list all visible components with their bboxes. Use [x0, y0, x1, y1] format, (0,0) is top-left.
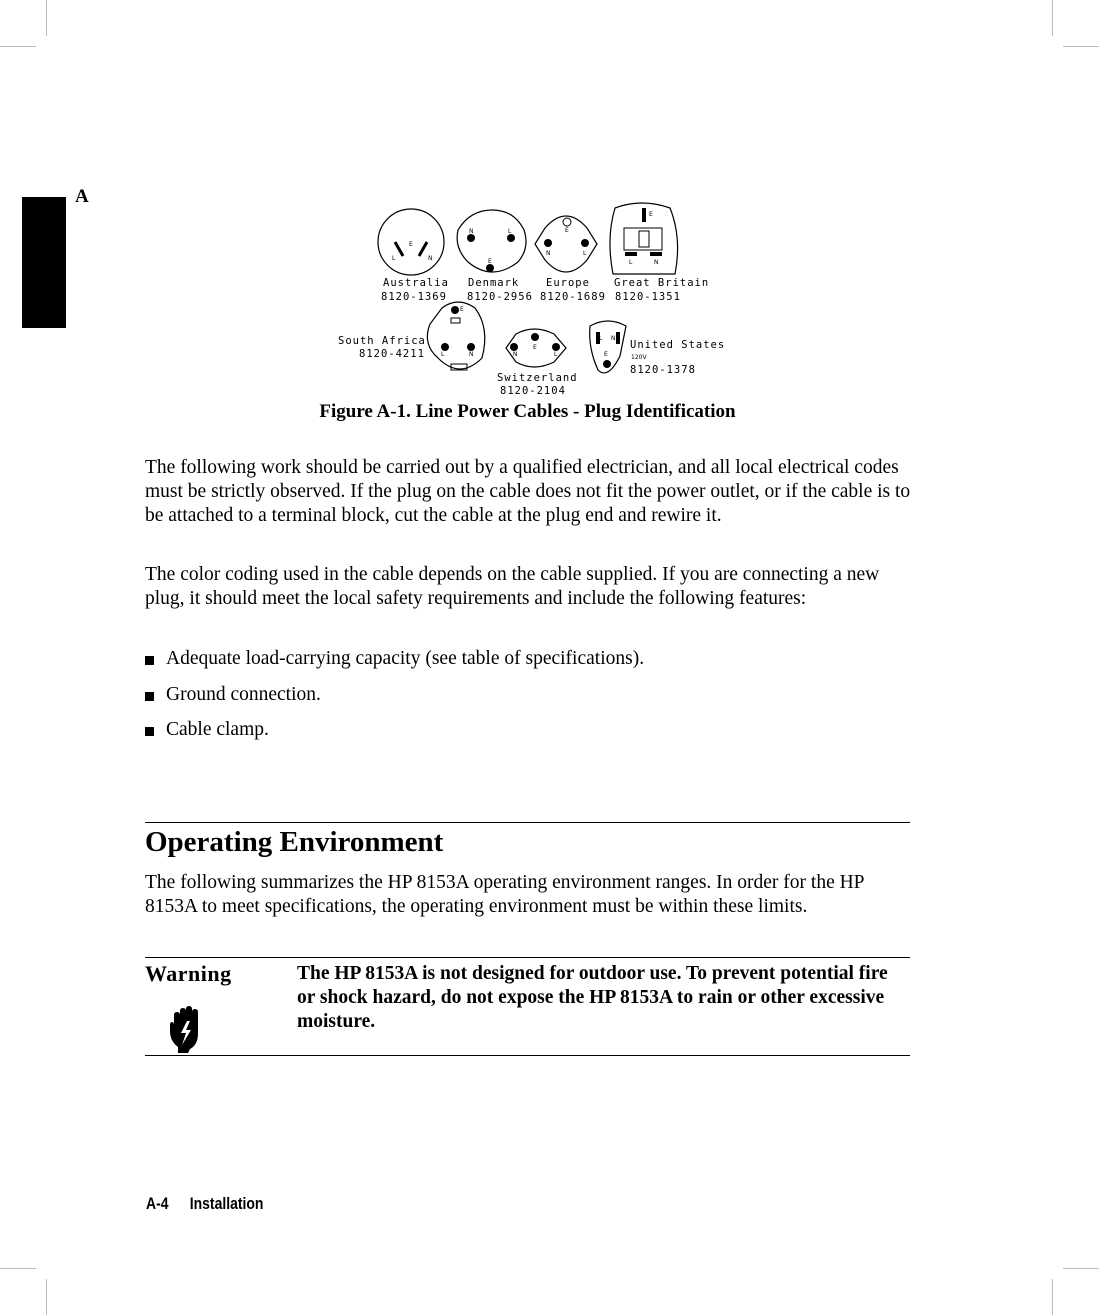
plug-part-number: 8120-2104: [500, 385, 566, 397]
plug-country-label: Switzerland: [497, 372, 578, 384]
plug-country-label: Denmark: [468, 277, 520, 289]
pin-label: E: [409, 241, 413, 248]
plug-south-africa: [427, 302, 484, 370]
pin-label: L: [599, 335, 603, 342]
plug-part-number: 8120-4211: [359, 348, 425, 360]
crop-mark: [46, 1279, 47, 1315]
pin-label: N: [611, 335, 616, 342]
plug-diagram: [330, 198, 730, 403]
pin-label: L: [508, 228, 512, 235]
plug-denmark: [457, 210, 526, 272]
warning-hand-icon: [168, 1003, 204, 1053]
plug-voltage: 120V: [631, 354, 647, 361]
list-item-text: Adequate load-carrying capacity (see table of specifications).: [166, 648, 645, 669]
list-item: [145, 718, 905, 742]
pin-label: E: [604, 351, 608, 358]
crop-mark: [46, 0, 47, 36]
plug-country-label: United States: [630, 339, 726, 351]
plug-country-label: Europe: [546, 277, 590, 289]
pin-label: N: [428, 255, 433, 262]
warning-top-rule: [145, 957, 910, 958]
list-item-text: Cable clamp.: [166, 719, 269, 740]
list-item-text: Ground connection.: [166, 683, 321, 705]
crop-mark: [1063, 46, 1099, 47]
list-item: [145, 647, 905, 671]
chapter-tab-bar: [22, 197, 66, 328]
pin-label: E: [460, 306, 464, 313]
plug-part-number: 8120-1378: [630, 364, 696, 376]
bullet-square-icon: [145, 692, 154, 701]
feature-list: [145, 647, 905, 754]
plug-europe: [535, 216, 597, 272]
footer-section: Installation: [189, 1194, 264, 1213]
pin-label: E: [565, 227, 569, 234]
pin-label: E: [649, 211, 653, 218]
pin-label: N: [546, 250, 551, 257]
paragraph-color-coding: The color coding used in the cable depends on the cable supplied. If you are connecting a new plug, it should meet the local safety requirements and include the following features:: [145, 564, 880, 609]
pin-label: E: [533, 344, 537, 351]
list-item: [145, 683, 905, 707]
pin-label: N: [654, 259, 659, 266]
plug-united-states: [590, 321, 626, 373]
section-title: Operating Environment: [145, 826, 444, 858]
pin-label: E: [488, 258, 492, 265]
plug-country-label: South Africa: [338, 335, 426, 347]
plug-part-number: 8120-1369: [381, 291, 447, 303]
crop-mark: [1052, 0, 1053, 36]
plug-great-britain: [610, 203, 678, 274]
paragraph-electrician: The following work should be carried out by a qualified electrician, and all local electrical codes must be strictly observed. If the plug on the cable does not fit the power outlet, or if the cable is to be attached to a terminal block, cut the cable at the plug end and rewire it.: [145, 457, 911, 526]
plug-figure: [330, 198, 730, 403]
crop-mark: [0, 1268, 36, 1269]
bullet-square-icon: [145, 727, 154, 736]
plug-country-label: Great Britain: [614, 277, 710, 289]
page-number: A-4: [146, 1194, 169, 1213]
figure-caption: Figure A-1. Line Power Cables - Plug Identification: [319, 401, 736, 422]
pin-label: L: [441, 351, 445, 358]
pin-label: L: [392, 255, 396, 262]
pin-label: L: [629, 259, 633, 266]
section-divider: [145, 822, 910, 823]
bullet-square-icon: [145, 656, 154, 665]
pin-label: N: [469, 351, 474, 358]
pin-label: N: [469, 228, 474, 235]
crop-mark: [0, 46, 36, 47]
plug-part-number: 8120-2956: [467, 291, 533, 303]
plug-part-number: 8120-1689: [540, 291, 606, 303]
plug-switzerland: [506, 329, 566, 367]
pin-label: L: [583, 250, 587, 257]
crop-mark: [1063, 1268, 1099, 1269]
warning-text: The HP 8153A is not designed for outdoor use. To prevent potential fire or shock hazard, do not expose the HP 8153A to rain or other excessive moisture.: [297, 963, 888, 1032]
plug-part-number: 8120-1351: [615, 291, 681, 303]
crop-mark: [1052, 1279, 1053, 1315]
warning-label: Warning: [145, 961, 232, 986]
plug-australia: [378, 209, 444, 275]
warning-bottom-rule: [145, 1055, 910, 1056]
pin-label: L: [554, 351, 558, 358]
section-body: The following summarizes the HP 8153A operating environment ranges. In order for the HP 8153A to meet specifications, the operating environment must be within these limits.: [145, 872, 864, 917]
pin-label: N: [513, 351, 518, 358]
chapter-tab-letter: A: [75, 186, 89, 207]
page-footer: [146, 1194, 263, 1214]
plug-country-label: Australia: [383, 277, 449, 289]
